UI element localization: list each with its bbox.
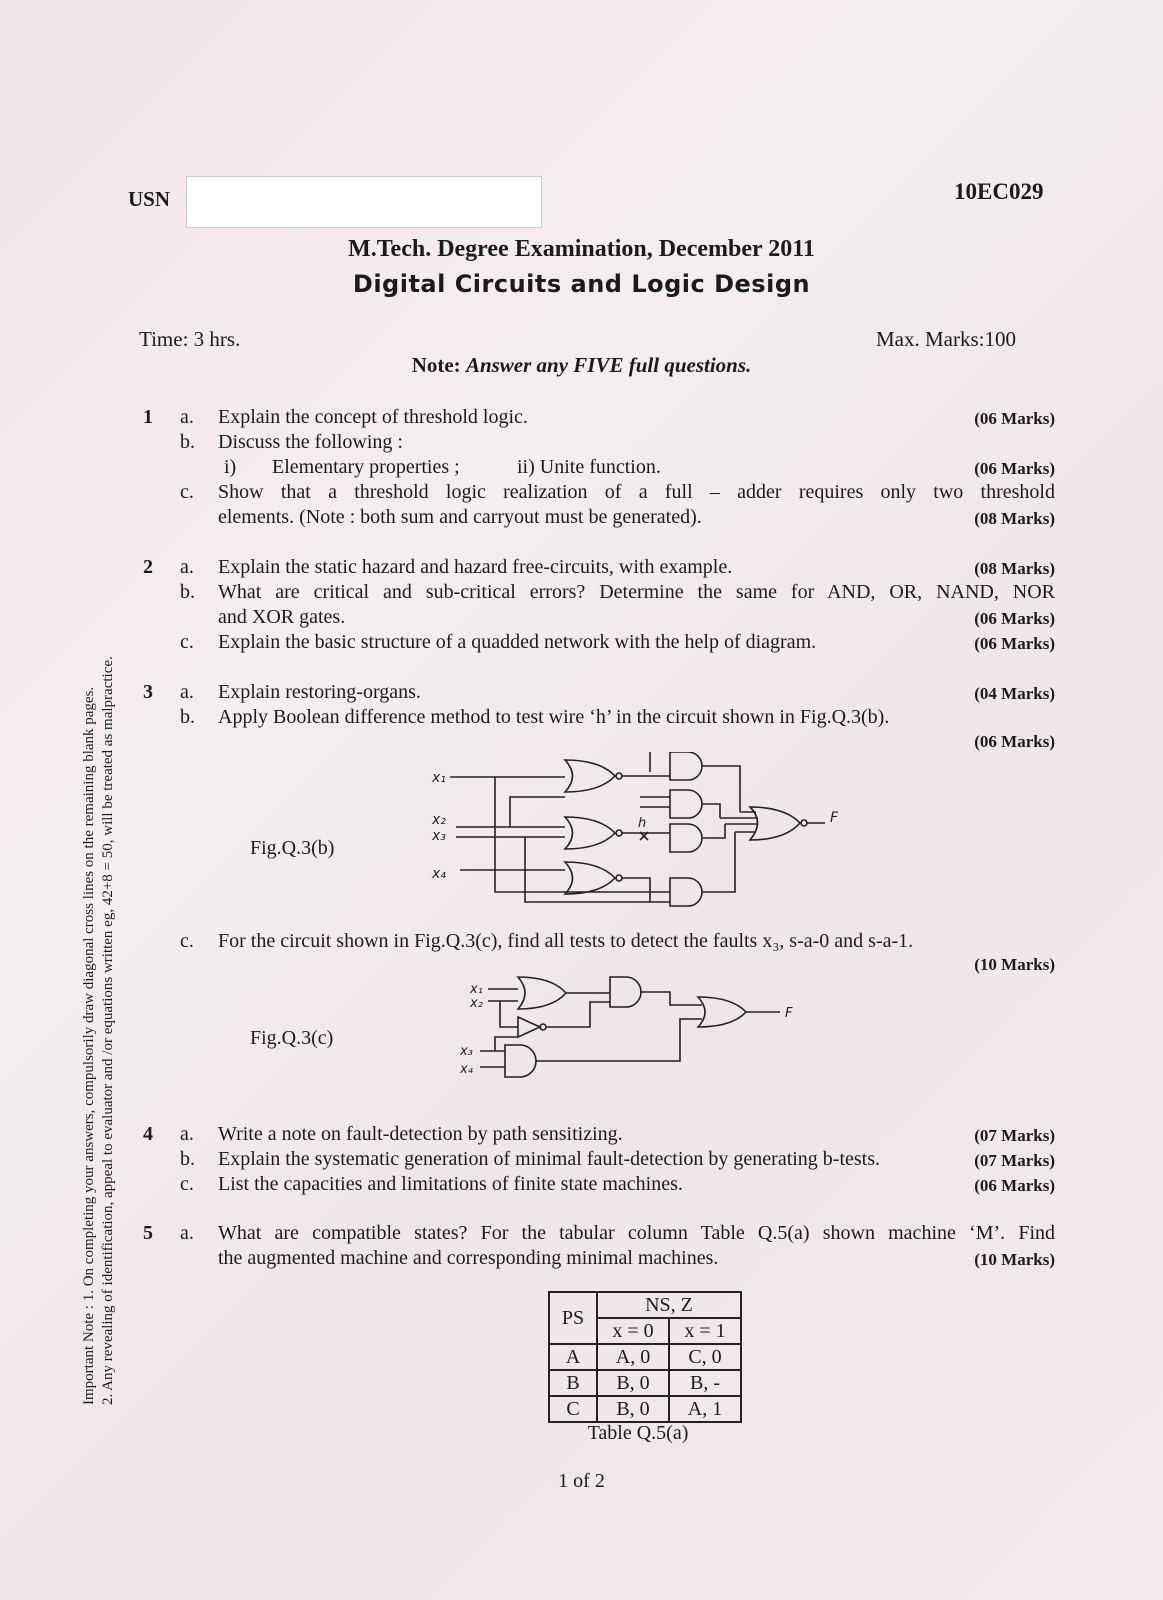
and-gate	[670, 878, 702, 906]
figure-caption: Fig.Q.3(b)	[250, 837, 335, 859]
marks: (04 Marks)	[974, 684, 1055, 703]
question-text: Explain the concept of threshold logic.	[218, 406, 528, 428]
label-x1: x₁	[432, 770, 446, 786]
paper-code: 10EC029	[954, 179, 1044, 204]
table-cell: C, 0	[669, 1344, 741, 1370]
part-letter: b.	[180, 1148, 195, 1170]
marks: (06 Marks)	[974, 1176, 1055, 1195]
table-header-x1: x = 1	[669, 1318, 741, 1344]
part-letter: c.	[180, 1173, 194, 1195]
table-cell: B, 0	[597, 1370, 669, 1396]
question-text: What are critical and sub-critical errors? Determine the same for AND, OR, NAND, NOR	[218, 581, 1055, 603]
buffer-gate	[518, 1017, 540, 1037]
or-gate	[565, 817, 615, 849]
and-gate	[670, 824, 702, 852]
question-text: What are compatible states? For the tabular column Table Q.5(a) shown machine ‘M’. Find	[218, 1222, 1055, 1244]
sub-item-text: Elementary properties ;	[272, 456, 460, 478]
question-number: 3	[143, 681, 153, 703]
label-x4: x₄	[432, 866, 446, 882]
part-letter: a.	[180, 1123, 194, 1145]
and-gate	[670, 790, 702, 818]
part-letter: a.	[180, 406, 194, 428]
question-text: Write a note on fault-detection by path sensitizing.	[218, 1123, 623, 1145]
usn-label: USN	[128, 187, 171, 211]
usn-box	[186, 176, 542, 228]
table-cell: B, 0	[597, 1396, 669, 1422]
question-number: 2	[143, 556, 153, 578]
part-letter: b.	[180, 431, 195, 453]
label-x2: x₂	[470, 996, 483, 1011]
or-gate	[565, 760, 615, 792]
marks: (07 Marks)	[974, 1151, 1055, 1170]
marks: (06 Marks)	[974, 634, 1055, 653]
label-x4: x₄	[460, 1062, 473, 1077]
label-x2: x₂	[432, 812, 446, 828]
table-header-ns: NS, Z	[597, 1292, 741, 1318]
label-x1: x₁	[470, 982, 483, 997]
question-text: Discuss the following :	[218, 431, 403, 453]
instructions-note	[0, 353, 1163, 378]
label-output-f: F	[830, 810, 839, 826]
question-text: Show that a threshold logic realization of a full – adder requires only two threshold	[218, 481, 1055, 503]
part-letter: c.	[180, 930, 194, 952]
sub-item-text: ii) Unite function.	[517, 456, 661, 478]
table-header-x0: x = 0	[597, 1318, 669, 1344]
table-row	[549, 1370, 741, 1396]
table-header-ps: PS	[549, 1292, 597, 1344]
subject-title: Digital Circuits and Logic Design	[352, 270, 811, 298]
label-h: h	[638, 816, 647, 831]
question-text: Explain the basic structure of a quadded network with the help of diagram.	[218, 631, 817, 653]
side-note-line1: Important Note : 1. On completing your answers, compulsorily draw diagonal cross lines on the remaining blank pages.	[81, 686, 97, 1405]
part-letter: b.	[180, 706, 195, 728]
marks: (06 Marks)	[974, 609, 1055, 628]
table-cell: B	[549, 1370, 597, 1396]
question-text: the augmented machine and corresponding minimal machines.	[218, 1247, 719, 1269]
question-number: 4	[143, 1123, 153, 1145]
table-row	[549, 1344, 741, 1370]
table-caption: Table Q.5(a)	[587, 1422, 689, 1444]
question-text: Explain the systematic generation of minimal fault-detection by generating b-tests.	[218, 1148, 881, 1170]
max-marks: Max. Marks:100	[876, 327, 1016, 351]
part-letter: a.	[180, 681, 194, 703]
question-number: 1	[143, 406, 153, 428]
question-text: Explain the static hazard and hazard free-circuits, with example.	[218, 556, 733, 578]
side-important-note	[80, 405, 118, 1405]
marks: (06 Marks)	[974, 409, 1055, 428]
marks: (06 Marks)	[974, 459, 1055, 478]
question-text: Apply Boolean difference method to test wire ‘h’ in the circuit shown in Fig.Q.3(b).	[218, 706, 890, 728]
page-number: 1 of 2	[558, 1470, 605, 1492]
part-letter: c.	[180, 481, 194, 503]
table-cell: A	[549, 1344, 597, 1370]
table-cell: B, -	[669, 1370, 741, 1396]
marks: (06 Marks)	[974, 732, 1055, 751]
note-text: Answer any FIVE full questions.	[465, 353, 752, 377]
label-x3: x₃	[432, 828, 446, 844]
marks: (07 Marks)	[974, 1126, 1055, 1145]
question-text: and XOR gates.	[218, 606, 346, 628]
or-gate	[698, 997, 746, 1027]
part-letter: a.	[180, 1222, 194, 1244]
question-number: 5	[143, 1222, 153, 1244]
question-text: elements. (Note : both sum and carryout must be generated).	[218, 506, 702, 528]
table-cell: A, 1	[669, 1396, 741, 1422]
question-text: Explain restoring-organs.	[218, 681, 421, 703]
time-allowed: Time: 3 hrs.	[139, 327, 241, 351]
table-row	[549, 1396, 741, 1422]
exam-title: M.Tech. Degree Examination, December 2011	[348, 236, 815, 262]
state-table-q5a	[548, 1291, 742, 1423]
sub-item-label: i)	[224, 456, 237, 478]
marks: (10 Marks)	[974, 1250, 1055, 1269]
figure-caption: Fig.Q.3(c)	[250, 1027, 334, 1049]
and-gate	[505, 1045, 536, 1077]
marks: (08 Marks)	[974, 559, 1055, 578]
and-gate	[670, 752, 702, 780]
part-letter: c.	[180, 631, 194, 653]
or-gate	[565, 862, 615, 894]
marks: (08 Marks)	[974, 509, 1055, 528]
question-text: For the circuit shown in Fig.Q.3(c), find all tests to detect the faults x₃, s-a-0 and s-a-1.	[218, 930, 914, 952]
table-cell: A, 0	[597, 1344, 669, 1370]
circuit-diagram-q3c	[440, 975, 830, 1085]
circuit-diagram-q3b	[420, 752, 850, 932]
or-gate	[518, 977, 566, 1009]
side-note-line2: 2. Any revealing of identification, appeal to evaluator and /or equations written eg, 42+8 = 50, will be treated as malpractice.	[100, 656, 116, 1405]
part-letter: a.	[180, 556, 194, 578]
question-text: List the capacities and limitations of finite state machines.	[218, 1173, 683, 1195]
table-cell: C	[549, 1396, 597, 1422]
marks: (10 Marks)	[974, 955, 1055, 974]
label-x3: x₃	[460, 1044, 473, 1059]
and-gate	[610, 977, 641, 1007]
label-output-f: F	[785, 1006, 793, 1021]
note-prefix: Note:	[411, 353, 461, 377]
part-letter: b.	[180, 581, 195, 603]
